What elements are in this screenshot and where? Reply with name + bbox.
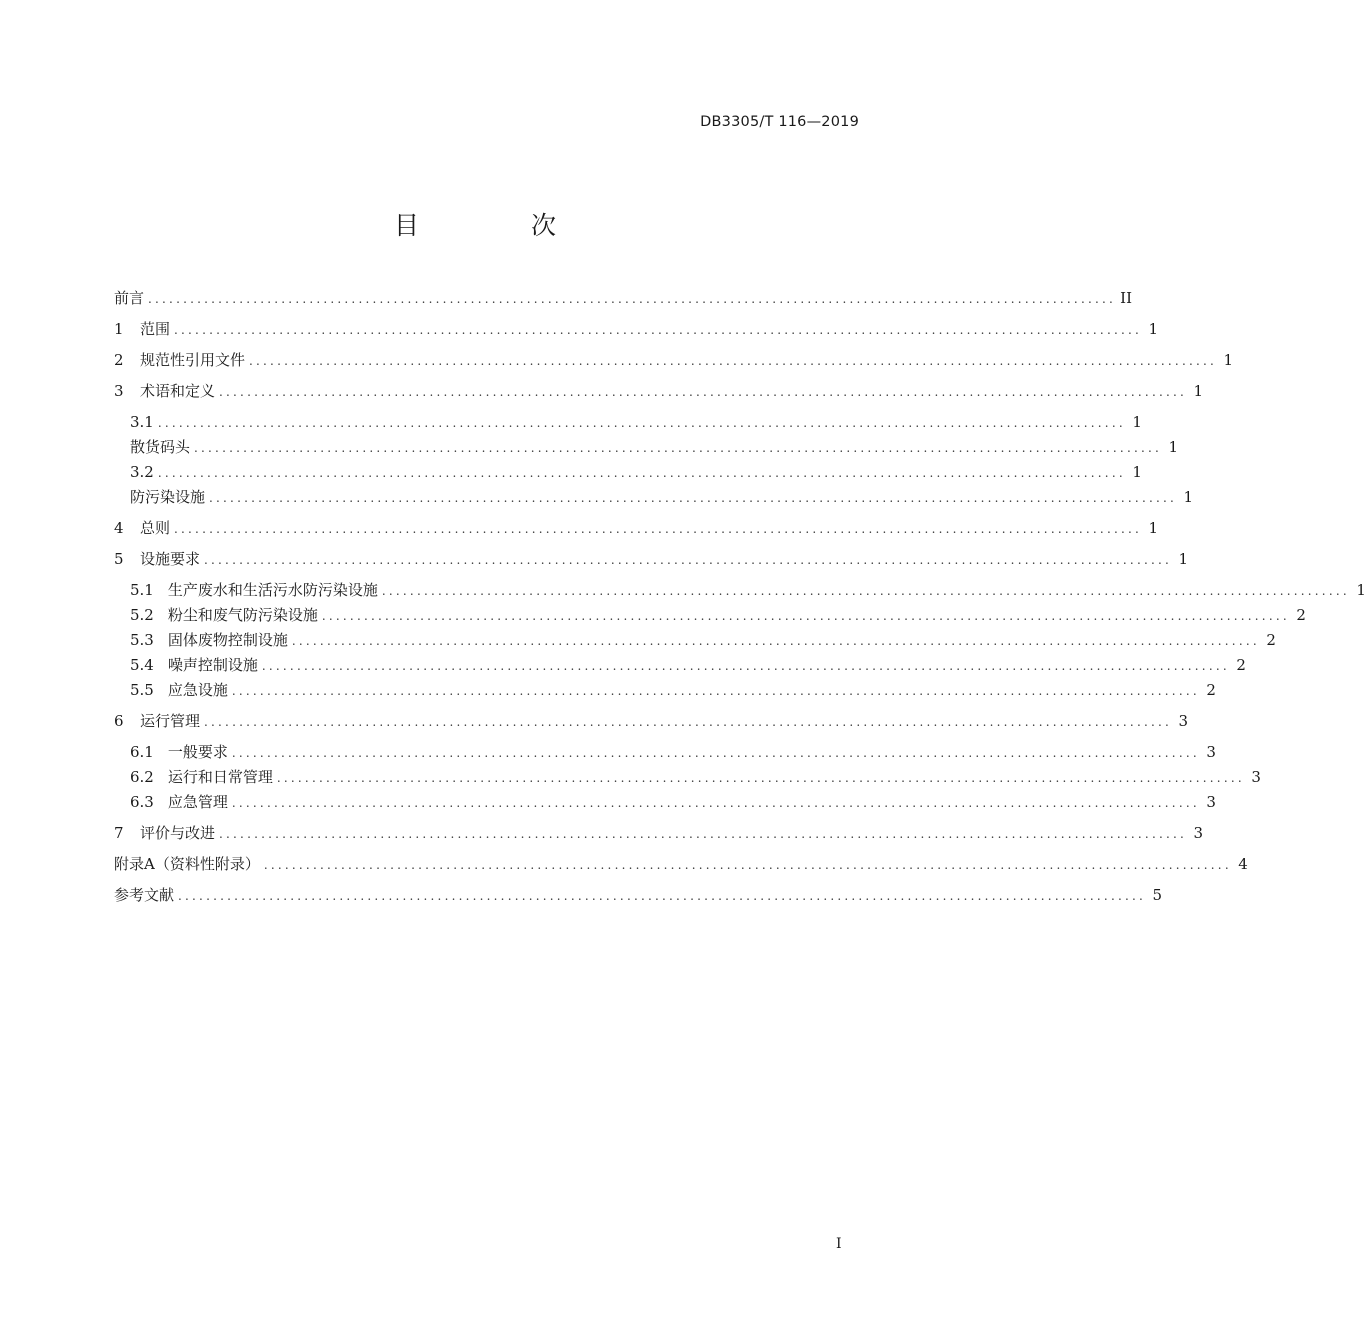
- toc-entry-page: 2: [1296, 606, 1306, 624]
- toc-entry-page: 2: [1206, 681, 1216, 699]
- toc-entry-label: 术语和定义: [140, 382, 216, 400]
- toc-entry-number: 5.2: [130, 606, 154, 624]
- toc-leader-dots: ..........................................................................................................................................: [263, 858, 1232, 872]
- toc-entry-page: 1: [1132, 463, 1142, 481]
- toc-entry-page: 4: [1238, 855, 1248, 873]
- toc-entry-5-5[interactable]: [130, 679, 1216, 701]
- toc-entry-1[interactable]: [114, 318, 1159, 340]
- toc-entry-label: 参考文献: [114, 886, 175, 904]
- toc-entry-number: 6.2: [130, 768, 154, 786]
- toc-entry-label: 固体废物控制设施: [167, 631, 288, 649]
- toc-entry-pollution-facilities[interactable]: [130, 486, 1194, 508]
- toc-entry-5-4[interactable]: [130, 654, 1246, 676]
- toc-leader-dots: ..........................................................................................................................................: [321, 609, 1290, 623]
- toc-entry-4[interactable]: [114, 517, 1159, 539]
- toc-leader-dots: ..........................................................................................................................................: [276, 771, 1245, 785]
- toc-entry-label: 防污染设施: [130, 488, 206, 506]
- toc-entry-label: 一般要求: [167, 743, 228, 761]
- toc-entry-page: II: [1120, 289, 1133, 307]
- toc-entry-label: 附录A（资料性附录）: [114, 855, 260, 873]
- toc-leader-dots: ..........................................................................................................................................: [148, 292, 1117, 306]
- toc-entry-page: 1: [1356, 581, 1366, 599]
- toc-entry-5-2[interactable]: [130, 604, 1306, 626]
- toc-leader-dots: ..........................................................................................................................................: [194, 441, 1163, 455]
- toc-leader-dots: ..........................................................................................................................................: [174, 522, 1143, 536]
- toc-entry-number: 3: [114, 382, 124, 400]
- page-number: I: [836, 1236, 842, 1252]
- toc-entry-label: 3.1: [130, 413, 154, 431]
- toc-entry-number: 6: [114, 712, 124, 730]
- toc-entry-number: 5.1: [130, 581, 154, 599]
- toc-entry-label: 前言: [114, 289, 145, 307]
- toc-entry-3-1[interactable]: [130, 411, 1142, 433]
- toc-entry-number: 6.3: [130, 793, 154, 811]
- toc-leader-dots: ..........................................................................................................................................: [157, 466, 1126, 480]
- toc-entry-6-2[interactable]: [130, 766, 1261, 788]
- toc-entry-page: 3: [1206, 793, 1216, 811]
- toc-entry-page: 5: [1152, 886, 1163, 904]
- toc-entry-2[interactable]: [114, 349, 1234, 371]
- toc-entry-page: 3: [1206, 743, 1216, 761]
- toc-entry-bulk-terminal[interactable]: [130, 436, 1179, 458]
- toc-entry-number: 7: [114, 824, 124, 842]
- toc-entry-label: 应急设施: [167, 681, 228, 699]
- toc-entry-5-1[interactable]: [130, 579, 1366, 601]
- toc-entry-label: 评价与改进: [140, 824, 216, 842]
- toc-entry-appendix-a[interactable]: [114, 853, 1248, 875]
- toc-entry-number: 6.1: [130, 743, 154, 761]
- toc-entry-7[interactable]: [114, 822, 1204, 844]
- toc-entry-number: 5.3: [130, 631, 154, 649]
- toc-entry-page: 1: [1183, 488, 1194, 506]
- toc-leader-dots: ..........................................................................................................................................: [219, 385, 1188, 399]
- document-code: DB3305/T 116—2019: [700, 114, 859, 130]
- toc-entry-label: 规范性引用文件: [140, 351, 246, 369]
- toc-entry-label: 散货码头: [130, 438, 191, 456]
- toc-entry-number: 5: [114, 550, 124, 568]
- toc-entry-3-2[interactable]: [130, 461, 1142, 483]
- toc-entry-6[interactable]: [114, 710, 1189, 732]
- toc-entry-label: 应急管理: [167, 793, 228, 811]
- toc-entry-6-3[interactable]: [130, 791, 1216, 813]
- toc-leader-dots: ..........................................................................................................................................: [381, 584, 1350, 598]
- toc-entry-references[interactable]: [114, 884, 1163, 906]
- toc-entry-page: 2: [1236, 656, 1246, 674]
- toc-entry-label: 粉尘和废气防污染设施: [167, 606, 318, 624]
- toc-entry-number: 5.4: [130, 656, 154, 674]
- toc-entry-number: 1: [114, 320, 124, 338]
- toc-entry-page: 1: [1168, 438, 1179, 456]
- toc-entry-page: 3: [1178, 712, 1189, 730]
- toc-leader-dots: ..........................................................................................................................................: [261, 659, 1230, 673]
- toc-entry-page: 1: [1148, 320, 1159, 338]
- toc-leader-dots: ..........................................................................................................................................: [204, 553, 1173, 567]
- toc-title: 目 次: [394, 211, 608, 240]
- toc-leader-dots: ..........................................................................................................................................: [178, 889, 1147, 903]
- toc-entry-page: 1: [1178, 550, 1189, 568]
- toc-entry-foreword[interactable]: [114, 287, 1133, 309]
- toc-entry-number: 5.5: [130, 681, 154, 699]
- toc-entry-5-3[interactable]: [130, 629, 1276, 651]
- toc-leader-dots: ..........................................................................................................................................: [231, 684, 1200, 698]
- toc-entry-6-1[interactable]: [130, 741, 1216, 763]
- toc-leader-dots: ..........................................................................................................................................: [209, 491, 1178, 505]
- toc-entry-label: 生产废水和生活污水防污染设施: [167, 581, 378, 599]
- toc-entry-label: 运行和日常管理: [167, 768, 273, 786]
- toc-entry-number: 4: [114, 519, 124, 537]
- toc-entry-label: 噪声控制设施: [167, 656, 258, 674]
- toc-entry-page: 3: [1251, 768, 1261, 786]
- toc-entry-label: 范围: [140, 320, 171, 338]
- toc-leader-dots: ..........................................................................................................................................: [249, 354, 1218, 368]
- toc-leader-dots: ..........................................................................................................................................: [157, 416, 1126, 430]
- toc-entry-page: 1: [1193, 382, 1204, 400]
- toc-entry-page: 1: [1132, 413, 1142, 431]
- toc-leader-dots: ..........................................................................................................................................: [231, 746, 1200, 760]
- toc-entry-3[interactable]: [114, 380, 1204, 402]
- toc-leader-dots: ..........................................................................................................................................: [291, 634, 1260, 648]
- toc-leader-dots: ..........................................................................................................................................: [231, 796, 1200, 810]
- toc-leader-dots: ..........................................................................................................................................: [174, 323, 1143, 337]
- toc-entry-5[interactable]: [114, 548, 1189, 570]
- toc-leader-dots: ..........................................................................................................................................: [219, 827, 1188, 841]
- toc-entry-page: 3: [1193, 824, 1204, 842]
- toc-entry-page: 2: [1266, 631, 1276, 649]
- toc-entry-label: 设施要求: [140, 550, 201, 568]
- toc-entry-page: 1: [1223, 351, 1234, 369]
- toc-leader-dots: ..........................................................................................................................................: [204, 715, 1173, 729]
- toc-entry-page: 1: [1148, 519, 1159, 537]
- toc-entry-label: 运行管理: [140, 712, 201, 730]
- toc-entry-label: 3.2: [130, 463, 154, 481]
- toc-entry-label: 总则: [140, 519, 171, 537]
- toc-entry-number: 2: [114, 351, 124, 369]
